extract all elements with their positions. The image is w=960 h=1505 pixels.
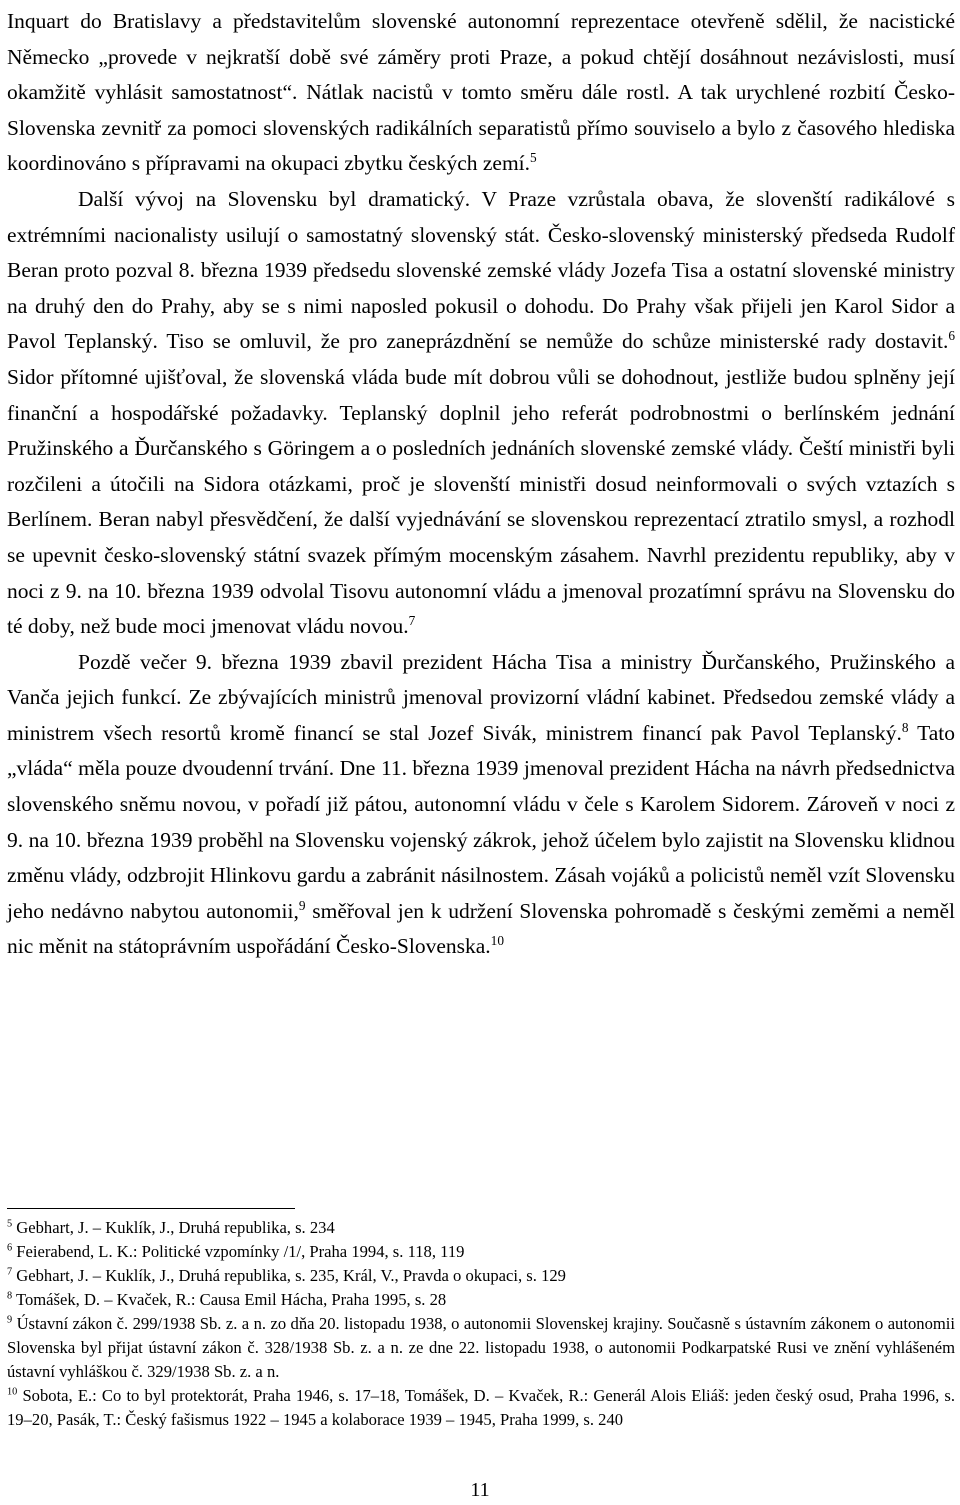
footnote [7,1312,955,1384]
footnote-text: Gebhart, J. – Kuklík, J., Druhá republika, s. 234 [12,1218,335,1237]
footnote [7,1384,955,1432]
footnote [7,1216,955,1240]
footnotes-section [7,1216,955,1432]
footnote-reference: 9 [298,897,306,913]
footnote-text: Feierabend, L. K.: Politické vzpomínky /1/, Praha 1994, s. 118, 119 [12,1242,465,1261]
footnote-reference: 5 [530,150,537,166]
footnote-number: 5 [7,1218,13,1230]
footnote [7,1264,955,1288]
paragraph-text: Další vývoj na Slovensku byl dramatický. V Praze vzrůstala obava, že slovenští radikálové s extrémními nacionalisty usilují o samostatný slovenský stát. Česko-slovenský ministerský předseda Rudolf Beran proto pozval 8. března 1939 předsedu slovenské zemské vlády Jozefa Tisa a ostatní slovenské ministry na druhý den do Prahy, aby se s nimi naposled pokusil o dohodu. Do Prahy však přijeli jen Karol Sidor a Pavol Teplanský. Tiso se omluvil, že pro zaneprázdnění se nemůže do schůze ministerské rady dostavit. [7,186,955,354]
footnote-text: Ústavní zákon č. 299/1938 Sb. z. a n. zo dňa 20. listopadu 1938, o autonomii Slovenskej krajiny. Současně s ústavním zákonem o autonomii Slovenska byl přijat ústavní zákon č. 328/1938 Sb. z. a n. ze dne 22. listopadu 1938, o autonomii Podkarpatské Rusi ve znění vyhlášeném ústavní vyhláškou č. 329/1938 Sb. z. a n. [7,1314,955,1381]
footnote-reference: 10 [490,933,504,949]
footnote-separator [7,1208,295,1209]
footnote-text: Gebhart, J. – Kuklík, J., Druhá republika, s. 235, Král, V., Pravda o okupaci, s. 129 [12,1266,566,1285]
paragraph-text: Tato „vláda“ měla pouze dvoudenní trvání. Dne 11. března 1939 jmenoval prezident Hácha na návrh předsednictva slovenského sněmu novou, v pořadí již pátou, autonomní vládu v čele s Karolem Sidorem. Zároveň v noci z 9. na 10. března 1939 proběhl na Slovensku vojenský zákrok, jehož účelem bylo zajistit na Slovensku klidnou změnu vlády, odzbrojit Hlinkovu gardu a zabránit násilnostem. Zásah vojáků a policistů neměl vzít Slovensku jeho nedávno nabytou autonomii, [7,720,956,923]
footnote-number: 8 [7,1290,13,1302]
footnote-text: Tomášek, D. – Kvaček, R.: Causa Emil Hácha, Praha 1995, s. 28 [12,1290,447,1309]
footnote-reference: 8 [901,719,909,735]
footnote-text: Sobota, E.: Co to byl protektorát, Praha 1946, s. 17–18, Tomášek, D. – Kvaček, R.: Generál Alois Eliáš: jeden český osud, Praha 1996, s. 19–20, Pasák, T.: Český fašismus 1922 – 1945 a kolaborace 1939 – 1945, Praha 1999, s. 240 [7,1386,955,1429]
footnote [7,1288,955,1312]
body-paragraph [7,645,955,965]
page-number: 11 [470,1479,490,1501]
body-paragraph [7,182,955,645]
footnote-number: 9 [7,1314,13,1326]
footnote-reference: 7 [408,612,416,628]
footnote-number: 7 [7,1266,13,1278]
document-page [7,0,955,965]
footnote-number: 6 [7,1242,13,1254]
paragraph-text: směřoval jen k udržení Slovenska pohromadě s českými zeměmi a neměl nic měnit na státoprávním uspořádání Česko-Slovenska. [7,898,955,959]
footnote [7,1240,955,1264]
main-text [7,0,955,965]
footnote-reference: 6 [948,328,955,344]
paragraph-text: Inquart do Bratislavy a představitelům slovenské autonomní reprezentace otevřeně sdělil, že nacistické Německo „provede v nejkratší době své záměry proti Praze, a pokud chtějí dosáhnout nezávislosti, musí okamžitě vyhlásit samostatnost“. Nátlak nacistů v tomto směru dále rostl. A tak urychlené rozbití Česko-Slovenska zevnitř za pomoci slovenských radikálních separatistů přímo souviselo a bylo z časového hlediska koordinováno s přípravami na okupaci zbytku českých zemí. [7,9,955,176]
paragraph-text: Pozdě večer 9. března 1939 zbavil prezident Hácha Tisa a ministry Ďurčanského, Pružinského a Vanča jejich funkcí. Ze zbývajících ministrů jmenoval provizorní vládní kabinet. Předsedou zemské vlády a ministrem všech resortů kromě financí se stal Jozef Sivák, ministrem financí pak Pavol Teplanský. [7,649,955,745]
body-paragraph [7,4,955,182]
paragraph-text: Sidor přítomné ujišťoval, že slovenská vláda bude mít dobrou vůli se dohodnout, jestliže budou splněny její finanční a hospodářské požadavky. Teplanský doplnil jeho referát podrobnostmi o berlínském jednání Pružinského a Ďurčanského s Göringem a o posledních jednáních slovenské zemské vlády. Čeští ministři byli rozčileni a útočili na Sidora otázkami, proč je slovenští ministři dosud neinformovali o svých vztazích s Berlínem. Beran nabyl přesvědčení, že další vyjednávání se slovenskou reprezentací ztratilo smysl, a rozhodl se upevnit česko-slovenský státní svazek přímým mocenským zásahem. Navrhl prezidentu republiky, aby v noci z 9. na 10. března 1939 odvolal Tisovu autonomní vládu a jmenoval prozatímní správu na Slovensku do té doby, než bude moci jmenovat vládu novou. [7,364,955,639]
footnote-number: 10 [7,1386,18,1398]
